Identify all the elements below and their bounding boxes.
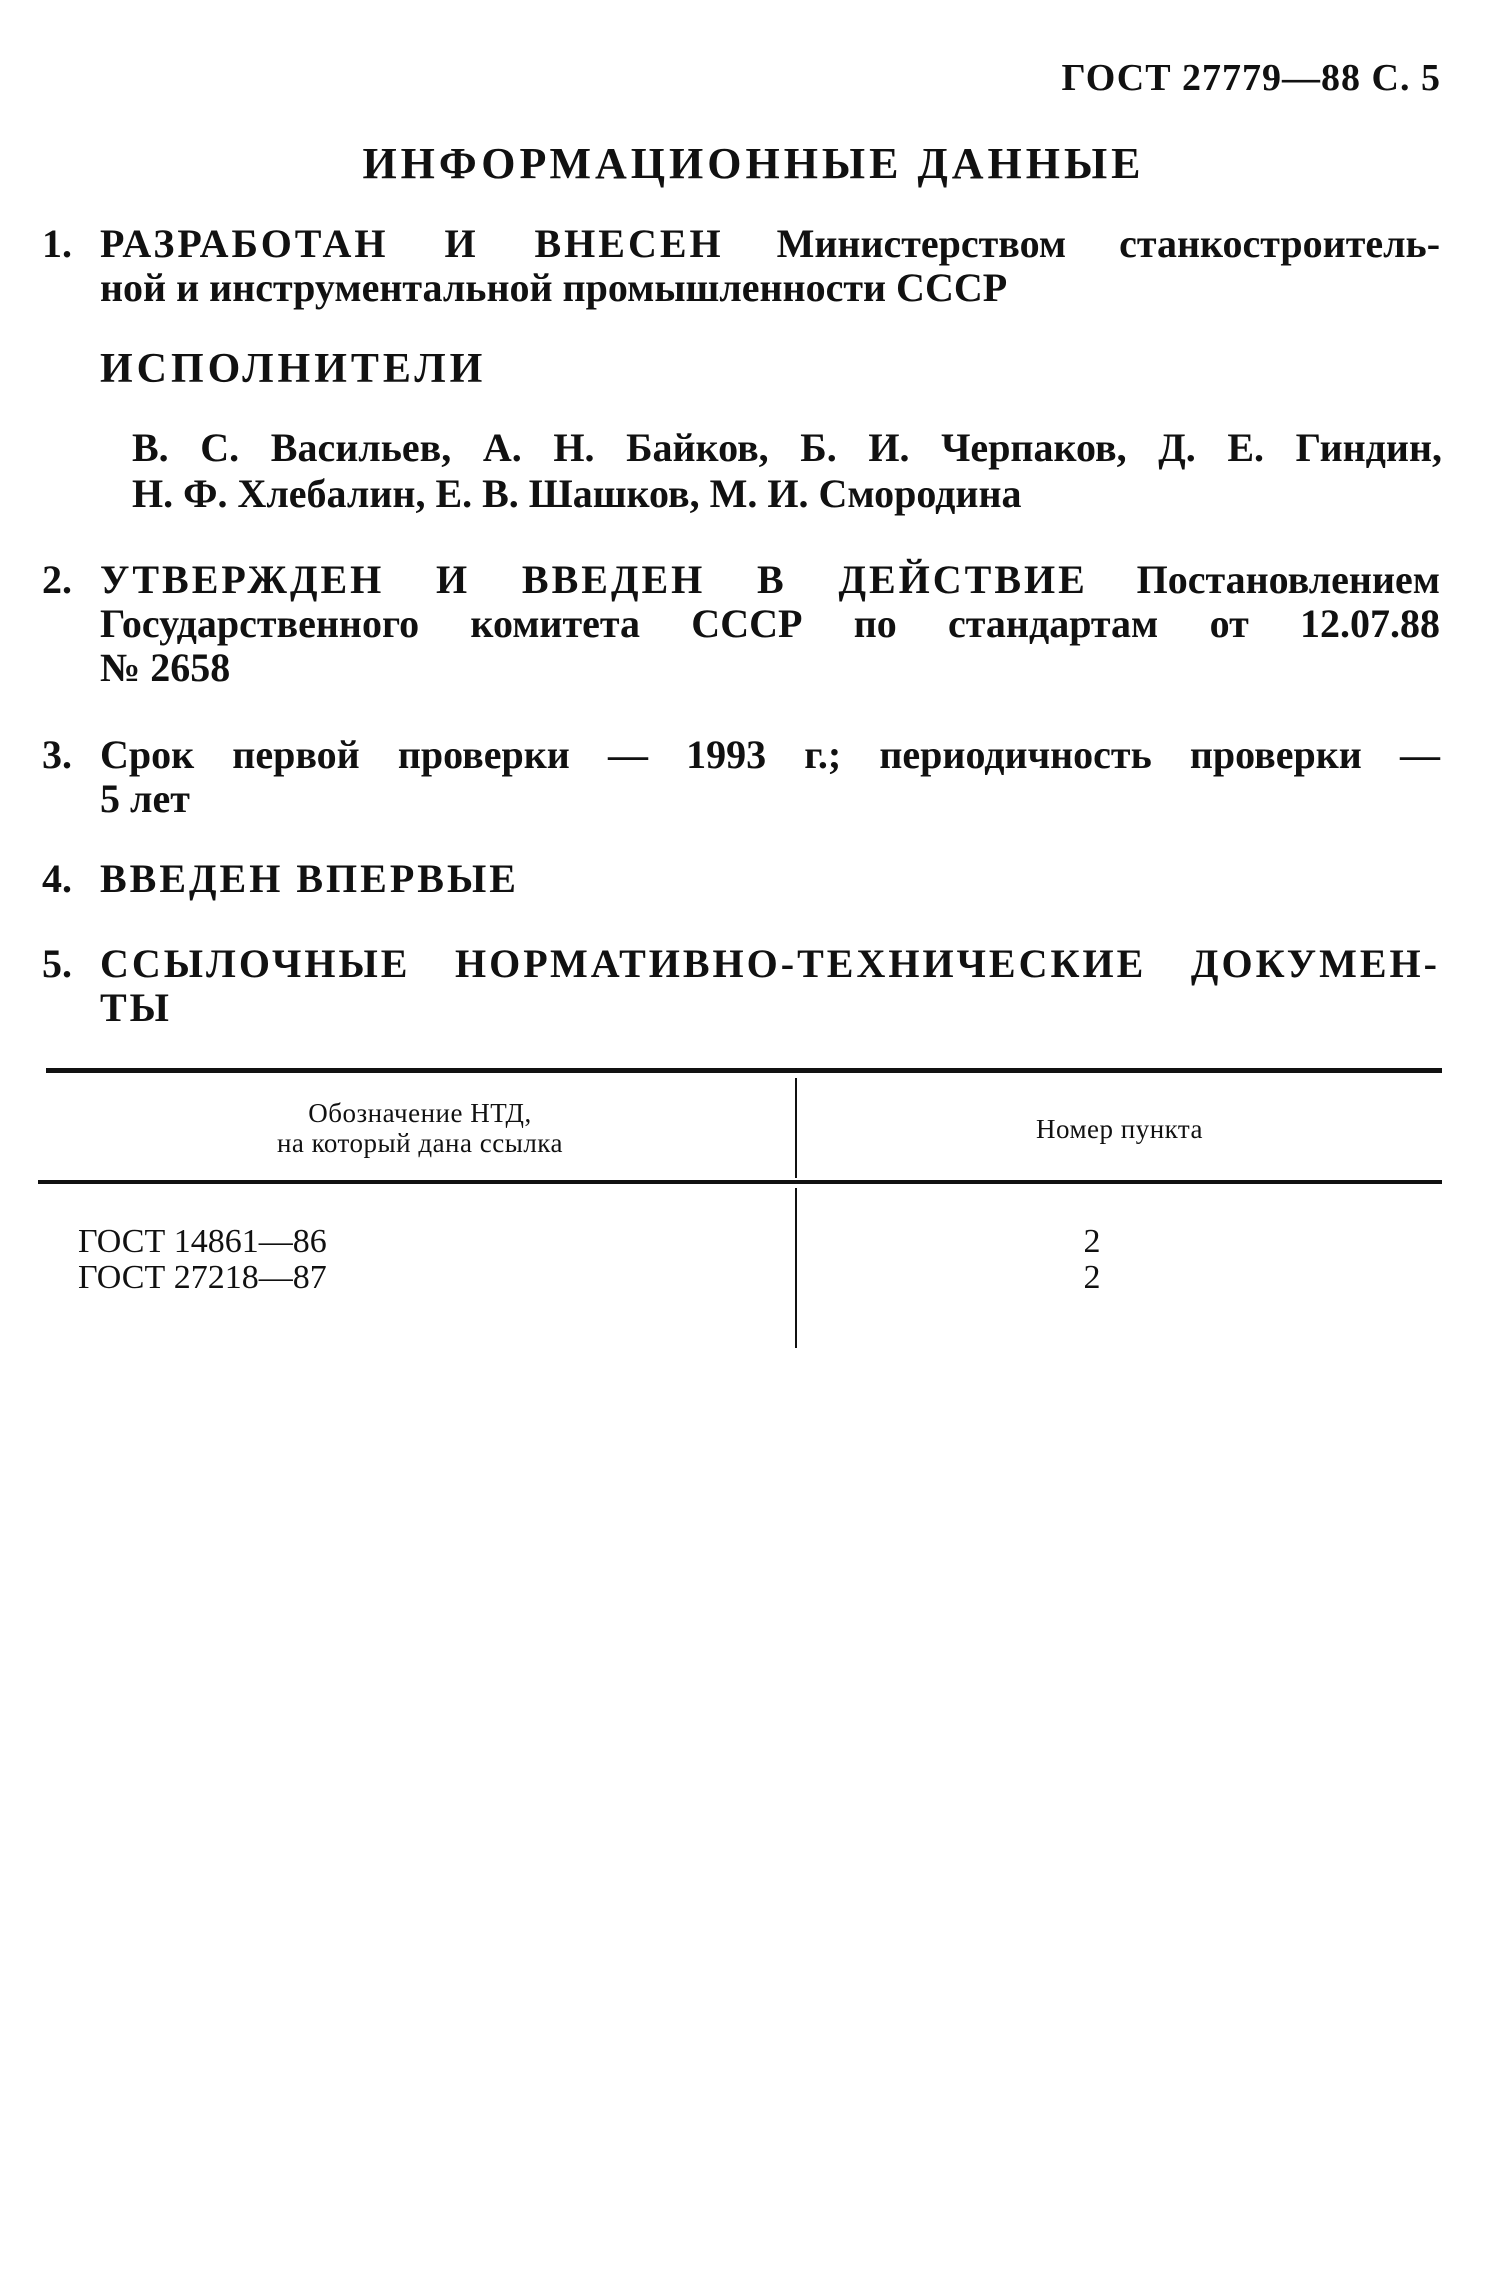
item-5-heading: ССЫЛОЧНЫЕ НОРМАТИВНО-ТЕХНИЧЕСКИЕ ДОКУМЕН-	[100, 941, 1440, 986]
item-3-number: 3.	[42, 732, 72, 777]
item-4	[42, 857, 1440, 901]
table-row-2-doc: ГОСТ 27218—87	[78, 1259, 327, 1296]
item-3	[42, 733, 1440, 821]
page-title: ИНФОРМАЦИОННЫЕ ДАННЫЕ	[362, 139, 1145, 188]
item-2	[42, 558, 1440, 690]
table-header-clause: Номер пункта	[1035, 1114, 1204, 1144]
item-4-number: 4.	[42, 856, 72, 901]
table-header-doc-line1: Обозначение НТД,	[308, 1098, 532, 1128]
table-row-1-doc: ГОСТ 14861—86	[78, 1223, 327, 1260]
item-2-heading: УТВЕРЖДЕН И ВВЕДЕН В ДЕЙСТВИЕ	[100, 557, 1088, 602]
table-header-doc-line2: на который дана ссылка	[276, 1128, 564, 1158]
executors-list	[132, 425, 1442, 517]
running-head: ГОСТ 27779—88 С. 5	[1061, 57, 1441, 99]
item-2-text-cont: Государственного комитета СССР по стандартам от 12.07.88	[100, 601, 1440, 646]
item-3-text-cont: 5 лет	[100, 776, 190, 821]
item-2-number: 2.	[42, 557, 72, 602]
table-row-1-clause: 2	[1083, 1223, 1101, 1260]
table-header-doc	[150, 1098, 690, 1158]
item-1	[42, 222, 1440, 310]
item-2-text-number: № 2658	[100, 645, 231, 690]
item-1-text: Министерством станкостроитель-	[776, 221, 1441, 266]
item-1-heading: РАЗРАБОТАН И ВНЕСЕН	[100, 221, 724, 266]
executors-line-2: Н. Ф. Хлебалин, Е. В. Шашков, М. И. Смородина	[132, 471, 1022, 516]
table-header-rule	[38, 1180, 1442, 1184]
item-3-text: Срок первой проверки — 1993 г.; периодичность проверки —	[100, 732, 1440, 777]
item-5	[42, 942, 1440, 1030]
item-5-number: 5.	[42, 941, 72, 986]
executors-heading: ИСПОЛНИТЕЛИ	[100, 346, 487, 392]
item-5-heading-cont: ТЫ	[100, 985, 172, 1030]
executors-line-1: В. С. Васильев, А. Н. Байков, Б. И. Черпаков, Д. Е. Гиндин,	[132, 425, 1442, 470]
table-row-2-clause: 2	[1083, 1259, 1101, 1296]
item-4-heading: ВВЕДЕН ВПЕРВЫЕ	[100, 856, 519, 901]
item-2-text: Постановлением	[1136, 557, 1441, 602]
item-1-text-cont: ной и инструментальной промышленности СССР	[100, 265, 1008, 310]
item-1-number: 1.	[42, 221, 72, 266]
table-top-rule	[46, 1068, 1442, 1073]
